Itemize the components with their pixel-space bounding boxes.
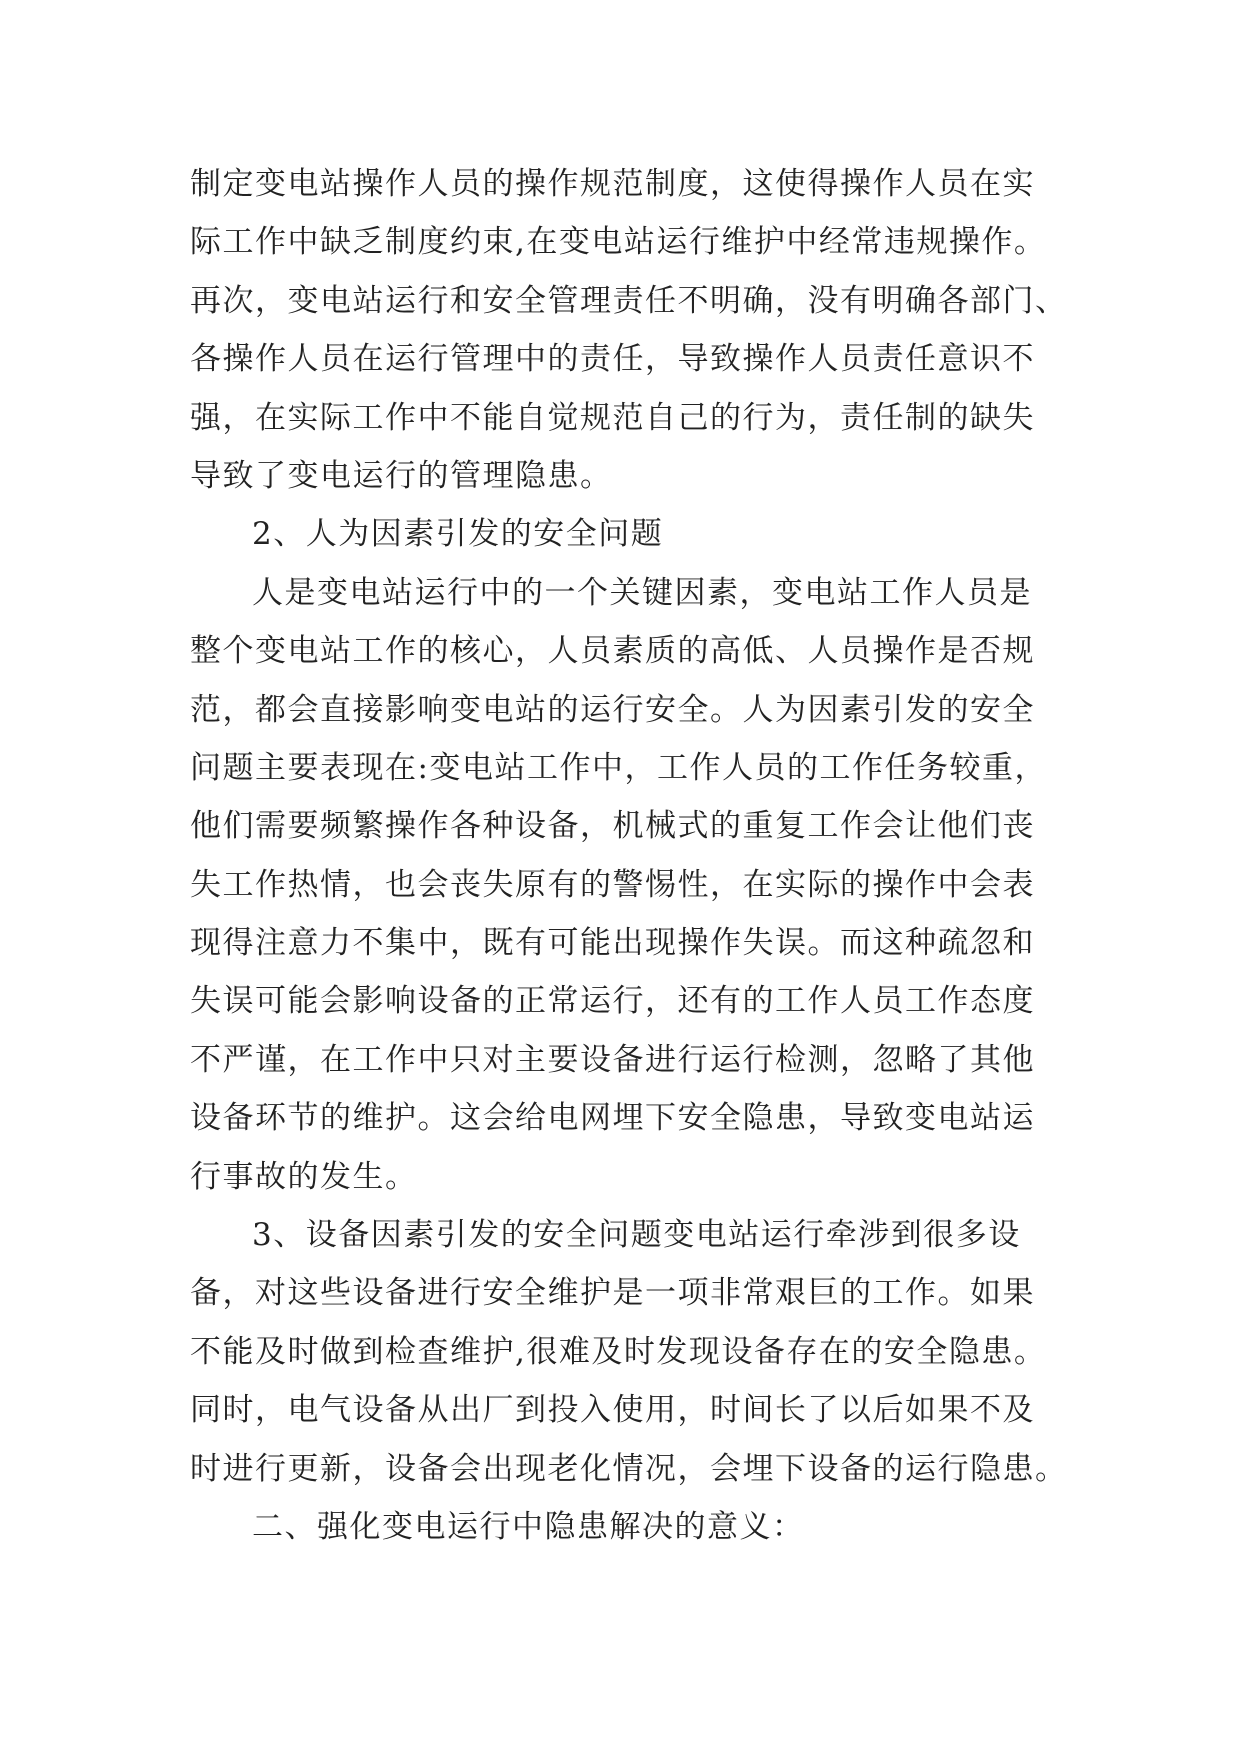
text-line: 不严谨，在工作中只对主要设备进行运行检测，忽略了其他 xyxy=(190,1041,1035,1078)
text-line: 行事故的发生。 xyxy=(190,1158,418,1195)
text-line: 失工作热情，也会丧失原有的警惕性，在实际的操作中会表 xyxy=(190,866,1035,903)
text-line: 强，在实际工作中不能自觉规范自己的行为，责任制的缺失 xyxy=(190,399,1035,436)
text-line: 时进行更新，设备会出现老化情况，会埋下设备的运行隐患。 xyxy=(190,1450,1068,1487)
section-heading: 二、强化变电运行中隐患解决的意义： xyxy=(252,1508,805,1545)
paragraph-first-line: 人是变电站运行中的一个关键因素，变电站工作人员是 xyxy=(252,574,1032,611)
text-line: 范，都会直接影响变电站的运行安全。人为因素引发的安全 xyxy=(190,691,1035,728)
text-line: 问题主要表现在:变电站工作中，工作人员的工作任务较重， xyxy=(190,749,1047,786)
section-heading: 2、人为因素引发的安全问题 xyxy=(252,516,664,553)
text-line: 再次，变电站运行和安全管理责任不明确，没有明确各部门、 xyxy=(190,282,1068,319)
text-line: 设备环节的维护。这会给电网埋下安全隐患，导致变电站运 xyxy=(190,1100,1035,1137)
text-line: 各操作人员在运行管理中的责任，导致操作人员责任意识不 xyxy=(190,341,1035,378)
text-line: 备，对这些设备进行安全维护是一项非常艰巨的工作。如果 xyxy=(190,1275,1035,1312)
section-heading: 3、设备因素引发的安全问题变电站运行牵涉到很多设 xyxy=(252,1217,1021,1254)
text-line: 同时，电气设备从出厂到投入使用，时间长了以后如果不及 xyxy=(190,1392,1035,1429)
text-line: 他们需要频繁操作各种设备，机械式的重复工作会让他们丧 xyxy=(190,808,1035,845)
text-line: 整个变电站工作的核心，人员素质的高低、人员操作是否规 xyxy=(190,633,1035,670)
text-line: 失误可能会影响设备的正常运行，还有的工作人员工作态度 xyxy=(190,983,1035,1020)
text-line: 际工作中缺乏制度约束,在变电站运行维护中经常违规操作。 xyxy=(190,224,1047,261)
text-line: 不能及时做到检查维护,很难及时发现设备存在的安全隐患。 xyxy=(190,1333,1047,1370)
text-line: 导致了变电运行的管理隐患。 xyxy=(190,457,613,494)
document-body xyxy=(190,155,1090,1556)
text-line: 制定变电站操作人员的操作规范制度，这使得操作人员在实 xyxy=(190,166,1035,202)
text-line: 现得注意力不集中，既有可能出现操作失误。而这种疏忽和 xyxy=(190,925,1035,962)
